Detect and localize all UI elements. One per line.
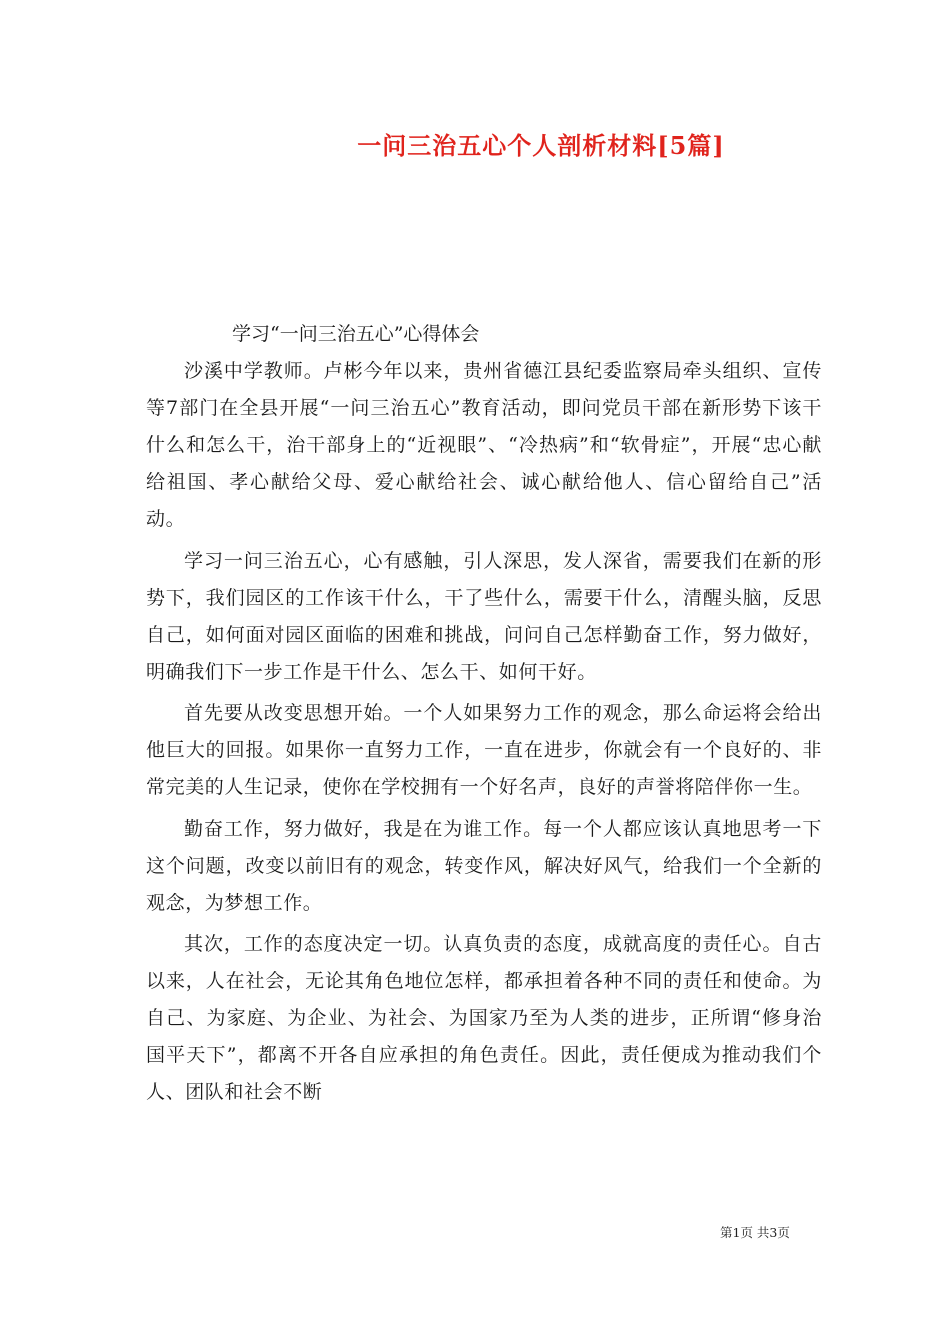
document-subtitle: 学习“一问三治五心”心得体会 <box>232 323 480 345</box>
body-paragraph: 勤奋工作，努力做好，我是在为谁工作。每一个人都应该认真地思考一下这个问题，改变以前旧有的观念，转变作风，解决好风气，给我们一个全新的观念，为梦想工作。 <box>146 817 822 914</box>
document-body <box>146 353 822 1116</box>
body-paragraph: 首先要从改变思想开始。一个人如果努力工作的观念，那么命运将会给出他巨大的回报。如果你一直努力工作，一直在进步，你就会有一个良好的、非常完美的人生记录，使你在学校拥有一个好名声，良好的声誉将陪伴你一生。 <box>146 702 822 798</box>
document-title: 一问三治五心个人剖析材料[5篇] <box>357 131 725 160</box>
body-paragraph: 其次，工作的态度决定一切。认真负责的态度，成就高度的责任心。自古以来，人在社会，无论其角色地位怎样，都承担着各种不同的责任和使命。为自己、为家庭、为企业、为社会、为国家乃至为人类的进步，正所谓“修身治国平天下”，都离不开各自应承担的角色责任。因此，责任便成为推动我们个人、团队和社会不断 <box>146 933 822 1103</box>
body-paragraph: 学习一问三治五心，心有感触，引人深思，发人深省，需要我们在新的形势下，我们园区的工作该干什么，干了些什么，需要干什么，清醒头脑，反思自己，如何面对园区面临的困难和挑战，问问自己怎样勤奋工作，努力做好，明确我们下一步工作是干什么、怎么干、如何干好。 <box>146 549 822 683</box>
body-paragraph: 沙溪中学教师。卢彬今年以来，贵州省德江县纪委监察局牵头组织、宣传等7部门在全县开展“一问三治五心”教育活动，即问党员干部在新形势下该干什么和怎么干，治干部身上的“近视眼”、“冷热病”和“软骨症”，开展“忠心献给祖国、孝心献给父母、爱心献给社会、诚心献给他人、信心留给自己”活动。 <box>146 360 822 530</box>
page-number-footer: 第1页 共3页 <box>720 1225 790 1240</box>
